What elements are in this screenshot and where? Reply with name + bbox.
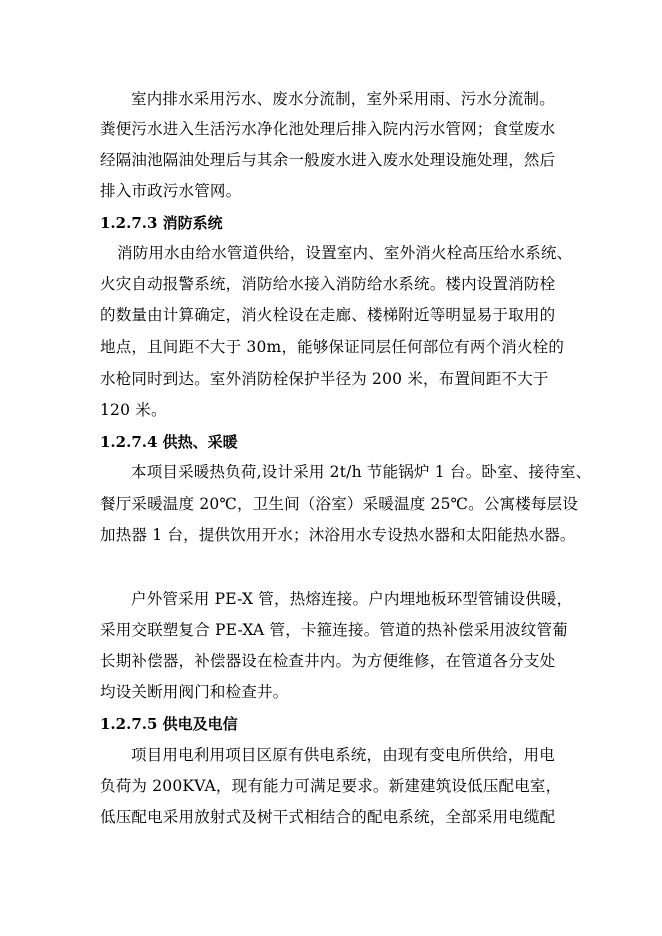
paragraph-line: 加热器 1 台，提供饮用开水；沐浴用水专设热水器和太阳能热水器。 [100,526,576,544]
paragraph-line: 负荷为 200KVA，现有能力可满足要求。新建建筑设低压配电室， [100,777,562,795]
section-heading-fire-protection: 1.2.7.3 消防系统 [100,214,223,232]
paragraph-line: 项目用电利用项目区原有供电系统，由现有变电所供给，用电 [131,746,555,764]
paragraph-line: 火灾自动报警系统，消防给水接入消防给水系统。楼内设置消防栓 [100,275,556,293]
paragraph-line: 地点，且间距不大于 30m，能够保证同层任何部位有两个消火栓的 [100,338,565,356]
paragraph-line: 户外管采用 PE-X 管，热熔连接。户内埋地板环型管铺设供暖， [131,590,573,608]
paragraph-line: 排入市政污水管网。 [100,182,242,200]
paragraph-line: 消防用水由给水管道供给，设置室内、室外消火栓高压给水系统、 [117,244,573,262]
paragraph-line: 本项目采暖热负荷,设计采用 2t/h 节能锅炉 1 台。卧室、接待室、 [131,463,592,481]
paragraph-line: 低压配电采用放射式及树干式相结合的配电系统，全部采用电缆配 [100,808,556,826]
paragraph-line: 120 米。 [100,401,167,419]
paragraph-line: 经隔油池隔油处理后与其余一般废水进入废水处理设施处理，然后 [100,151,556,169]
section-heading-power-telecom: 1.2.7.5 供电及电信 [100,715,238,733]
section-heading-heating: 1.2.7.4 供热、采暖 [100,433,238,451]
paragraph-line: 的数量由计算确定，消火栓设在走廊、楼梯附近等明显易于取用的 [100,306,556,324]
paragraph-line: 水枪同时到达。室外消防栓保护半径为 200 米，布置间距不大于 [100,370,549,388]
paragraph-line: 餐厅采暖温度 20℃，卫生间（浴室）采暖温度 25℃。公寓楼每层设 [100,495,579,513]
paragraph-line: 室内排水采用污水、废水分流制，室外采用雨、污水分流制。 [131,90,555,108]
paragraph-line: 长期补偿器，补偿器设在检查井内。为方便维修，在管道各分支处 [100,652,556,670]
paragraph-line: 均设关断用阀门和检查井。 [100,683,289,701]
paragraph-line: 粪便污水进入生活污水净化池处理后排入院内污水管网；食堂废水 [100,120,556,138]
paragraph-line: 采用交联塑复合 PE-XA 管，卡箍连接。管道的热补偿采用波纹管葡 [100,621,568,639]
